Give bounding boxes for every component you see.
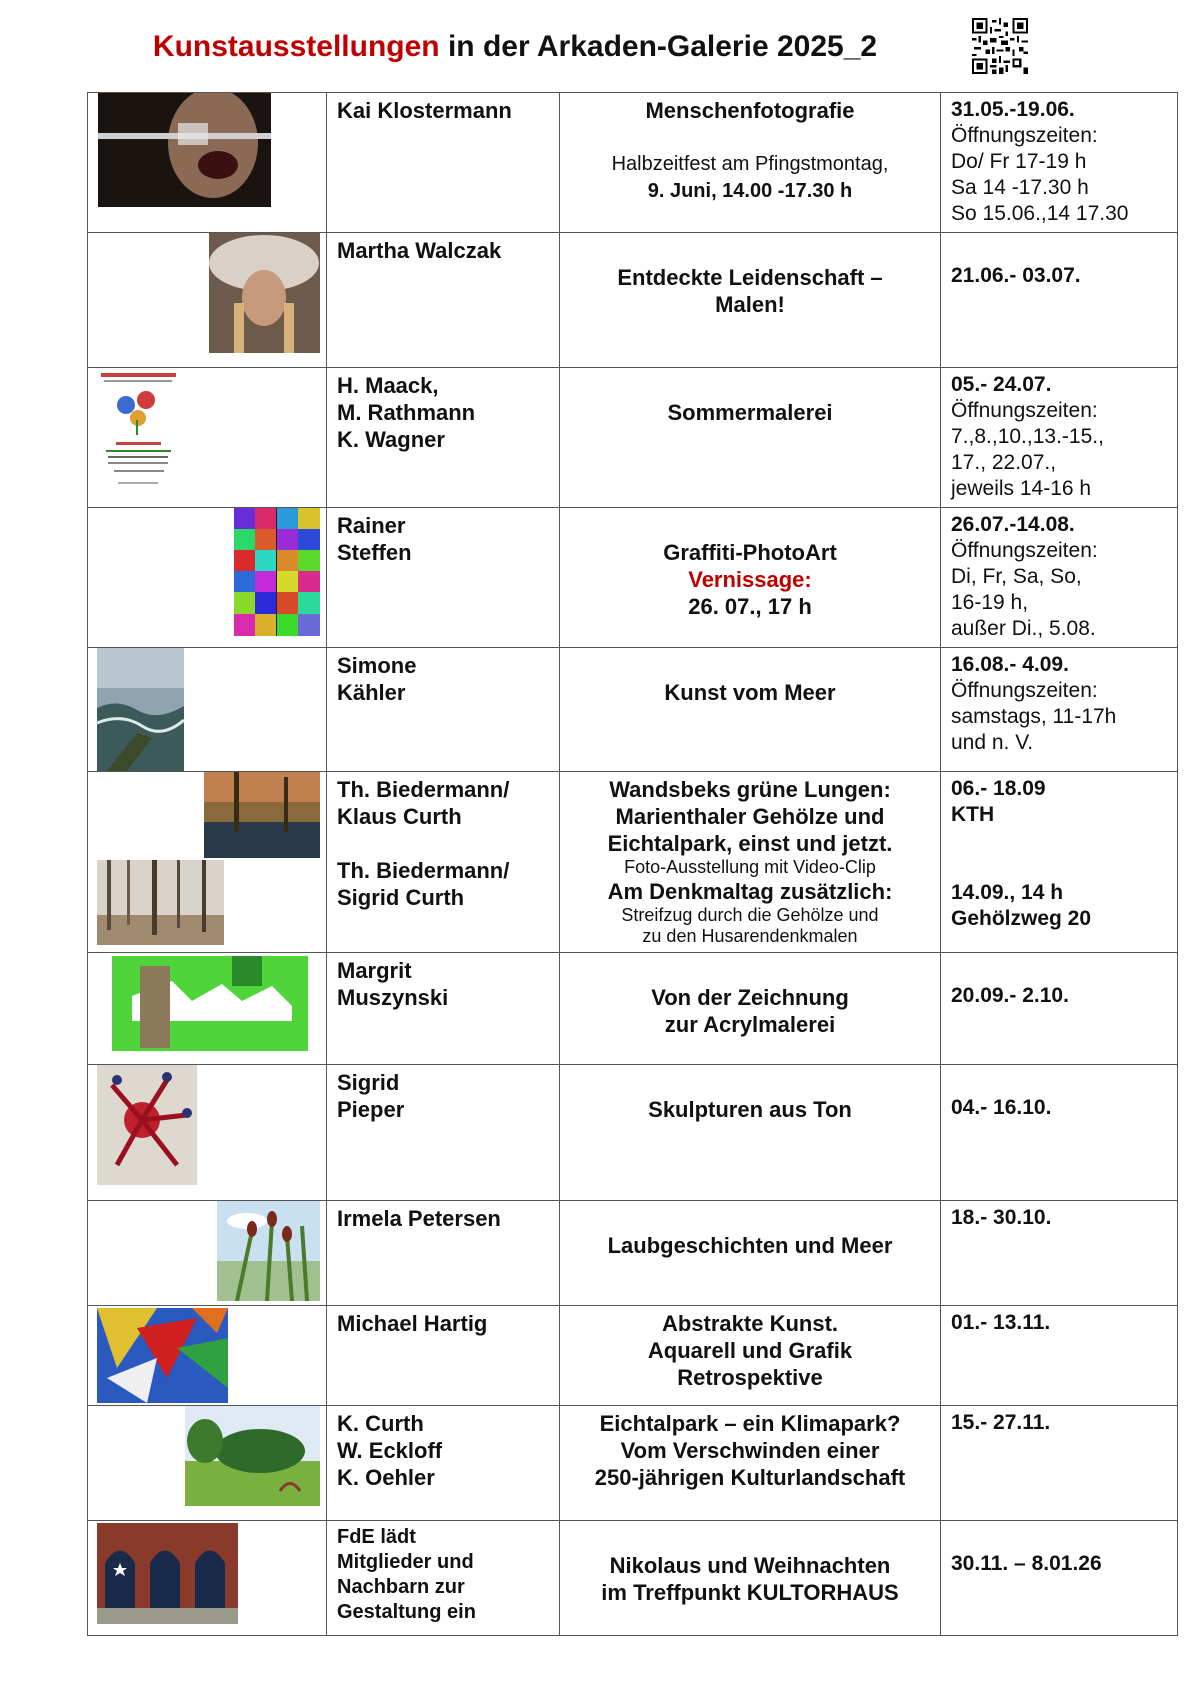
artist-name: Pieper [337, 1097, 405, 1122]
artist-name: Sigrid [337, 1070, 400, 1095]
table-row [88, 93, 1178, 233]
opening-hours: Do/ Fr 17-19 h [951, 150, 1087, 173]
artwork-thumbnail[interactable] [234, 508, 320, 636]
exhibition-title-cell [560, 233, 941, 368]
artist-name: K. Oehler [337, 1465, 435, 1490]
artwork-thumbnail[interactable] [185, 1406, 320, 1506]
artist-name: K. Curth [337, 1411, 424, 1436]
artist-cell [327, 953, 560, 1065]
exhibition-title: Malen! [715, 292, 785, 317]
artist-name: W. Eckloff [337, 1438, 443, 1463]
title-highlight: Kunstausstellungen [152, 30, 440, 63]
opening-hours: jeweils 14-16 h [951, 477, 1092, 500]
thumbnail-cell [88, 772, 327, 953]
exhibition-title-cell [560, 368, 941, 508]
table-row [88, 772, 1178, 953]
spacer-line [570, 512, 930, 539]
artist-name: Rainer [337, 513, 406, 538]
exhibition-title: Aquarell und Grafik [647, 1338, 853, 1363]
exhibition-title: Vom Verschwinden einer [620, 1438, 880, 1463]
artist-cell [327, 772, 560, 953]
table-row [88, 1521, 1178, 1636]
opening-hours: Sa 14 -17.30 h [951, 176, 1089, 199]
exhibition-table [87, 92, 1178, 1636]
extra-event-note: Streifzug durch die Gehölze und [621, 905, 879, 925]
artwork-thumbnail[interactable] [204, 772, 320, 858]
opening-hours: und n. V. [951, 731, 1034, 754]
artwork-thumbnail[interactable] [97, 860, 224, 945]
date-cell [941, 368, 1178, 508]
artist-cell [327, 368, 560, 508]
date-range: 18.- 30.10. [951, 1206, 1052, 1229]
artist-cell [327, 1065, 560, 1201]
artist-name: Steffen [337, 540, 412, 565]
event-note: Halbzeitfest am Pfingstmontag, [611, 153, 889, 175]
opening-hours: 17., 22.07., [951, 451, 1057, 474]
date-cell [941, 1521, 1178, 1636]
date-cell [941, 1065, 1178, 1201]
exhibition-title: Abstrakte Kunst. [661, 1311, 839, 1336]
exhibition-title: Eichtalpark, einst und jetzt. [607, 831, 893, 856]
date-range: 30.11. – 8.01.26 [951, 1552, 1102, 1575]
artist-name: Irmela Petersen [337, 1206, 501, 1231]
thumbnail-cell [88, 508, 327, 648]
date-range: 04.- 16.10. [951, 1096, 1052, 1119]
date-range: 20.09.- 2.10. [951, 984, 1069, 1007]
artist-name: Kähler [337, 680, 406, 705]
spacer-line [570, 1205, 930, 1232]
thumbnail-cell [88, 1306, 327, 1406]
spacer-line [951, 1525, 1167, 1551]
date-range: 31.05.-19.06. [951, 98, 1075, 121]
exhibition-title: Marienthaler Gehölze und [615, 804, 885, 829]
spacer-line [951, 957, 1167, 983]
spacer-line [570, 124, 930, 151]
exhibition-title-cell [560, 1521, 941, 1636]
artist-name: M. Rathmann [337, 400, 476, 425]
opening-hours-label: Öffnungszeiten: [951, 539, 1098, 562]
exhibition-title: Eichtalpark – ein Klimapark? [599, 1411, 901, 1436]
spacer-line [951, 1069, 1167, 1095]
table-row [88, 953, 1178, 1065]
event-location: Gehölzweg 20 [951, 907, 1092, 930]
opening-hours: 16-19 h, [951, 591, 1029, 614]
thumbnail-cell [88, 1201, 327, 1306]
spacer-line [951, 828, 1167, 854]
exhibition-title-cell [560, 1065, 941, 1201]
exhibition-title-cell [560, 648, 941, 772]
thumbnail-cell [88, 953, 327, 1065]
thumbnail-cell [88, 233, 327, 368]
opening-hours: Di, Fr, Sa, So, [951, 565, 1082, 588]
thumbnail-cell [88, 93, 327, 233]
exhibition-title: Entdeckte Leidenschaft – [617, 265, 883, 290]
exhibition-title: zur Acrylmalerei [664, 1012, 836, 1037]
artist-cell [327, 1521, 560, 1636]
opening-hours: 7.,8.,10.,13.-15., [951, 425, 1104, 448]
exhibition-title: Wandsbeks grüne Lungen: [609, 777, 891, 802]
exhibition-title: Sommermalerei [667, 400, 833, 425]
exhibition-title: Laubgeschichten und Meer [607, 1233, 893, 1258]
thumbnail-cell [88, 648, 327, 772]
artist-name: K. Wagner [337, 427, 445, 452]
artist-name: Simone [337, 653, 417, 678]
exhibition-title: Von der Zeichnung [651, 985, 849, 1010]
artist-cell [327, 93, 560, 233]
artwork-thumbnail[interactable] [97, 1523, 238, 1624]
extra-event-note: zu den Husarendenkmalen [642, 926, 858, 946]
spacer-line [570, 237, 930, 264]
exhibition-title-cell [560, 1306, 941, 1406]
artwork-thumbnail[interactable] [98, 93, 271, 207]
spacer-line [337, 830, 549, 857]
date-cell [941, 1406, 1178, 1521]
exhibition-title: 250-jährigen Kulturlandschaft [594, 1465, 906, 1490]
thumbnail-cell [88, 368, 327, 508]
date-cell [941, 508, 1178, 648]
date-cell [941, 233, 1178, 368]
spacer-line [570, 372, 930, 399]
table-row [88, 1306, 1178, 1406]
opening-hours: außer Di., 5.08. [951, 617, 1096, 640]
table-row [88, 1201, 1178, 1306]
artist-cell [327, 648, 560, 772]
opening-hours-label: Öffnungszeiten: [951, 399, 1098, 422]
extra-event-title: Am Denkmaltag zusätzlich: [607, 879, 893, 904]
opening-hours: samstags, 11-17h [951, 705, 1117, 728]
artist-cell [327, 1306, 560, 1406]
spacer-line [570, 957, 930, 984]
artist-name: Th. Biedermann/ [337, 777, 510, 802]
artist-cell [327, 1201, 560, 1306]
artwork-thumbnail[interactable] [96, 370, 181, 492]
artist-name: Martha Walczak [337, 238, 502, 263]
exhibition-title: Graffiti-PhotoArt [663, 540, 837, 565]
exhibition-title: Retrospektive [677, 1365, 823, 1390]
exhibition-title-cell [560, 1406, 941, 1521]
exhibition-title: Menschenfotografie [645, 98, 855, 123]
spacer-line [951, 854, 1167, 880]
spacer-line [570, 1069, 930, 1096]
table-row [88, 1065, 1178, 1201]
qr-code-icon[interactable] [972, 18, 1028, 74]
table-row [88, 648, 1178, 772]
thumbnail-cell [88, 1406, 327, 1521]
date-cell [941, 1201, 1178, 1306]
exhibition-title: Skulpturen aus Ton [648, 1097, 852, 1122]
artwork-thumbnail[interactable] [209, 233, 320, 353]
page-title [0, 30, 1030, 64]
host-note: Mitglieder und [337, 1551, 474, 1573]
table-row [88, 368, 1178, 508]
exhibition-title: Nikolaus und Weihnachten [609, 1553, 891, 1578]
date-cell [941, 93, 1178, 233]
opening-hours: So 15.06.,14 17.30 [951, 202, 1129, 225]
host-note: Gestaltung ein [337, 1601, 476, 1623]
spacer-line [951, 237, 1167, 263]
spacer-line [570, 652, 930, 679]
vernissage-time: 26. 07., 17 h [688, 594, 812, 619]
artist-cell [327, 1406, 560, 1521]
artist-cell [327, 508, 560, 648]
thumbnail-cell [88, 1521, 327, 1636]
artist-name: Th. Biedermann/ [337, 858, 510, 883]
event-date: 14.09., 14 h [951, 881, 1064, 904]
artist-name: Sigrid Curth [337, 885, 465, 910]
artist-name: H. Maack, [337, 373, 439, 398]
exhibition-title-cell [560, 953, 941, 1065]
exhibition-subtitle: Foto-Ausstellung mit Video-Clip [624, 857, 876, 877]
opening-hours-label: Öffnungszeiten: [951, 124, 1098, 147]
artwork-thumbnail[interactable] [97, 1308, 228, 1403]
date-range: 26.07.-14.08. [951, 513, 1075, 536]
exhibition-title-cell [560, 772, 941, 953]
artwork-thumbnail[interactable] [97, 1065, 197, 1185]
artwork-thumbnail[interactable] [112, 956, 308, 1051]
date-range: 05.- 24.07. [951, 373, 1052, 396]
spacer-line [570, 1525, 930, 1552]
host-note: FdE lädt [337, 1526, 416, 1548]
artist-name: Margrit [337, 958, 412, 983]
date-range: 06.- 18.09 [951, 777, 1046, 800]
artist-cell [327, 233, 560, 368]
vernissage-label: Vernissage: [688, 567, 812, 592]
opening-hours-label: Öffnungszeiten: [951, 679, 1098, 702]
date-cell [941, 1306, 1178, 1406]
artist-name: Kai Klostermann [337, 98, 512, 123]
date-cell [941, 953, 1178, 1065]
date-cell [941, 648, 1178, 772]
artist-name: Michael Hartig [337, 1311, 488, 1336]
artist-name: Muszynski [337, 985, 449, 1010]
artwork-thumbnail[interactable] [97, 648, 184, 771]
artist-name: Klaus Curth [337, 804, 462, 829]
table-row [88, 1406, 1178, 1521]
title-rest: in der Arkaden-Galerie 2025_2 [439, 30, 878, 63]
thumbnail-cell [88, 1065, 327, 1201]
date-range: 01.- 13.11. [951, 1311, 1051, 1334]
table-row [88, 508, 1178, 648]
exhibition-title-cell [560, 1201, 941, 1306]
artwork-thumbnail[interactable] [217, 1201, 320, 1301]
host-note: Nachbarn zur [337, 1576, 465, 1598]
event-time: 9. Juni, 14.00 -17.30 h [647, 180, 853, 202]
table-row [88, 233, 1178, 368]
date-cell [941, 772, 1178, 953]
exhibition-title-cell [560, 508, 941, 648]
exhibition-title-cell [560, 93, 941, 233]
date-range: 15.- 27.11. [951, 1411, 1051, 1434]
date-range: 21.06.- 03.07. [951, 264, 1081, 287]
date-range: 16.08.- 4.09. [951, 653, 1069, 676]
location: KTH [951, 803, 995, 826]
exhibition-title: Kunst vom Meer [664, 680, 836, 705]
exhibition-title: im Treffpunkt KULTORHAUS [601, 1580, 899, 1605]
